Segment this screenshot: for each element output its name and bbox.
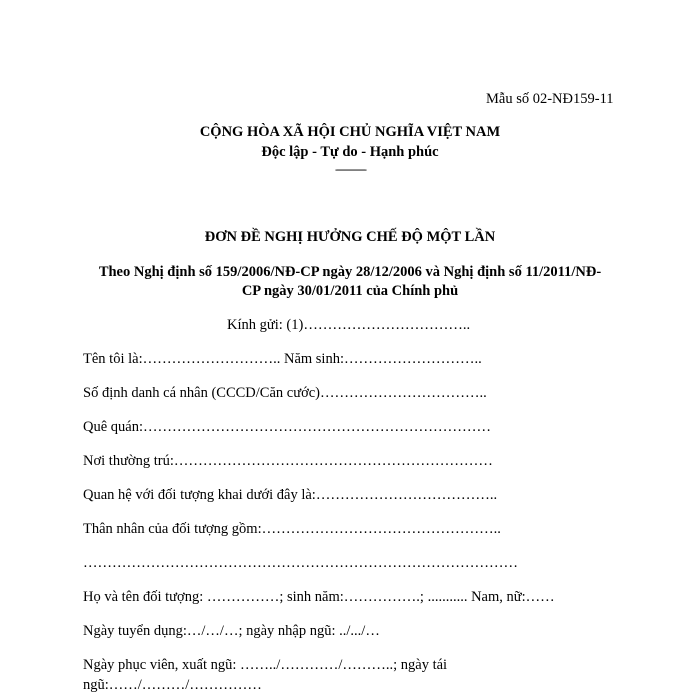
field-relationship: Quan hệ với đối tượng khai dưới đây là:……………………………….. bbox=[83, 487, 498, 503]
subtitle-line-2: CP ngày 30/01/2011 của Chính phủ bbox=[241, 283, 459, 299]
field-relatives: Thân nhân của đối tượng gồm:………………………………………….. bbox=[83, 521, 501, 537]
header-rule: --------------- bbox=[335, 162, 365, 176]
field-name-birthyear: Tên tôi là:……………………….. Năm sinh:……………………….. bbox=[83, 351, 482, 367]
field-subject-info: Họ và tên đối tượng: ……………; sinh năm:…………….; ........... Nam, nữ:…… bbox=[83, 589, 555, 605]
field-discharge-dates: Ngày phục viên, xuất ngũ: ……../…………/………..; ngày tái bbox=[83, 657, 448, 673]
field-residence: Nơi thường trú:………………………………………………………… bbox=[83, 453, 493, 469]
form-code: Mẫu số 02-NĐ159-11 bbox=[486, 91, 614, 107]
national-motto: Độc lập - Tự do - Hạnh phúc bbox=[261, 144, 439, 160]
field-reenlistment-date: ngũ:……/………/…………… bbox=[83, 677, 262, 693]
national-title: CỘNG HÒA XÃ HỘI CHỦ NGHĨA VIỆT NAM bbox=[199, 124, 501, 140]
field-id-number: Số định danh cá nhân (CCCD/Căn cước)…………………………….. bbox=[83, 385, 487, 401]
field-recruitment-dates: Ngày tuyển dụng:…/…/…; ngày nhập ngũ: ../.../… bbox=[83, 623, 380, 639]
field-hometown: Quê quán:……………………………………………………………… bbox=[83, 419, 491, 435]
subtitle-line-1: Theo Nghị định số 159/2006/NĐ-CP ngày 28/12/2006 và Nghị định số 11/2011/NĐ- bbox=[98, 264, 602, 280]
recipient-line: Kính gửi: (1)…………………………….. bbox=[227, 317, 471, 333]
document-title: ĐƠN ĐỀ NGHỊ HƯỞNG CHẾ ĐỘ MỘT LẦN bbox=[204, 229, 496, 245]
field-relatives-continued: ……………………………………………………………………………… bbox=[83, 555, 518, 571]
